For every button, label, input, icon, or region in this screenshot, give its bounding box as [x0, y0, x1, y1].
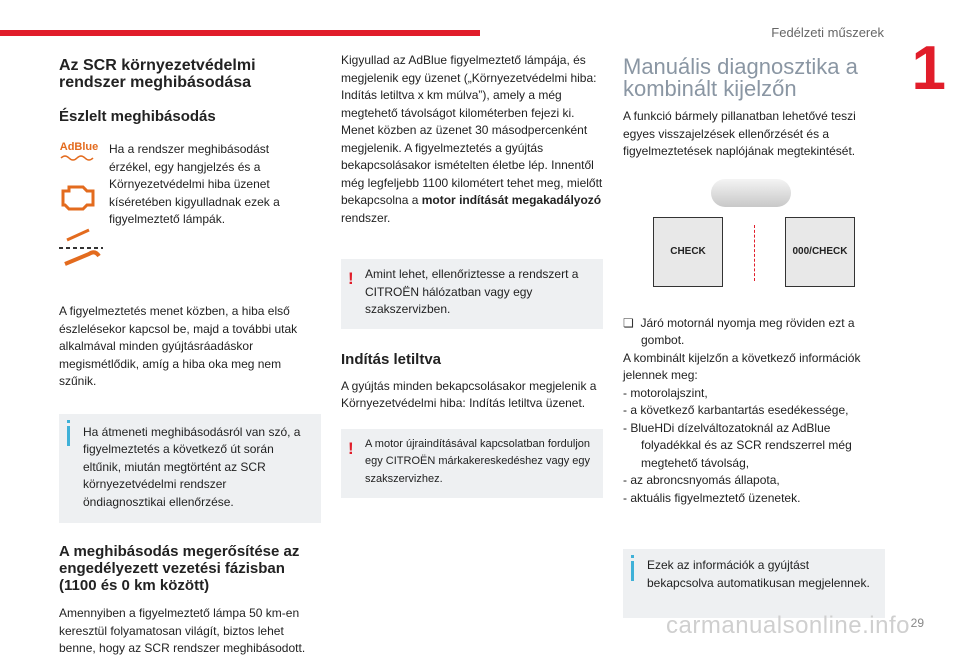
main-heading: Az SCR környezetvédelmi rendszer meghibásodása [59, 57, 256, 91]
info-icon [631, 561, 634, 581]
list-item: - az abroncsnyomás állapota, [623, 473, 780, 487]
chapter-number: 1 [911, 34, 946, 103]
adblue-icon [59, 141, 99, 167]
paragraph-diagnostics-intro: A funkció bármely pillanatban lehetővé teszi egyes visszajelzések ellenőrzését és a figyelmeztetések naplójának megtekintését. [623, 109, 856, 158]
check-display-right-text: 000/CHECK [792, 246, 848, 257]
diagnostics-title: Manuális diagnosztika a kombinált kijelzőn [623, 54, 858, 101]
adblue-label: AdBlue [59, 141, 99, 153]
list-item: - motorolajszint, [623, 385, 708, 400]
top-red-bar [0, 30, 480, 36]
paragraph-start-blocked: A gyújtás minden bekapcsolásakor megjelenik a Környezetvédelmi hiba: Indítás letiltva üzenet. [341, 378, 597, 410]
dashed-divider [754, 225, 755, 281]
info-list [623, 385, 885, 508]
paragraph-confirmation: Amennyiben a figyelmeztető lámpa 50 km-en keresztül folyamatosan világít, biztos lehet benne, hogy az SCR rendszer meghibásodott. [59, 606, 306, 655]
paragraph-displayed-info: A kombinált kijelzőn a következő információk jelennek meg: [623, 350, 861, 382]
page-number: 29 [910, 616, 924, 630]
adblue-lamp-text-c: rendszer. [341, 210, 391, 225]
adblue-lamp-text-a: Kigyullad az AdBlue figyelmeztető lámpája, és megjelenik egy üzenet („Környezetvédelmi hiba: Indítás letiltva x km múlva”), amely a még megtehető távolságot kilométerben fejezi ki. Menet közben az üzenet 30 másodpercenként megjelenik. A figyelmeztetés a gyújtás bekapcsolásakor ismételten életbe lép. Innentől még legfeljebb 1100 kilométert tehet meg, mielőtt bekapcsolna a [341, 53, 603, 207]
paragraph-warning-repeat: A figyelmeztetés menet közben, a hiba első észlelésekor kapcsol be, majd a további utak alkalmával minden gyújtásráadáskor megismétlődik, amíg a hiba oka meg nem szűnik. [59, 304, 298, 388]
watermark: carmanualsonline.info [666, 612, 910, 639]
warning-icon-stack [59, 141, 109, 273]
warning-network-text: Amint lehet, ellenőriztesse a rendszert a CITROËN hálózatban vagy egy szakszervizben. [365, 267, 579, 316]
info-transient-text: Ha átmeneti meghibásodásról van szó, a figyelmeztetés a következő út során eltűnik, miután megtörtént az SCR környezetvédelmi rendszer öndiagnosztikai ellenőrzése. [83, 424, 301, 509]
column-2 [341, 52, 603, 498]
paragraph-adblue-lamp [341, 52, 603, 227]
warning-box-network [341, 259, 603, 329]
engine-fault-icon [59, 181, 109, 216]
step-press-button [623, 315, 885, 350]
step-text: Járó motornál nyomja meg röviden ezt a gombot. [640, 315, 855, 347]
list-item: - aktuális figyelmeztető üzenetek. [623, 490, 801, 505]
dashboard-knob [711, 179, 791, 207]
info-icon [67, 426, 70, 446]
info-box-automatic [623, 549, 885, 618]
info-box-transient [59, 414, 321, 524]
instrument-illustration [623, 173, 885, 303]
subheading-confirmation: A meghibásodás megerősítése az engedélyezett vezetési fázisban (1100 és 0 km között) [59, 543, 300, 594]
check-display-left-text: CHECK [670, 246, 706, 257]
subheading-start-blocked: Indítás letiltva [341, 350, 442, 368]
column-3 [623, 56, 885, 618]
warning-box-restart [341, 429, 603, 499]
warning-lamps-text: Ha a rendszer meghibásodást érzékel, egy hangjelzés és a Környezetvédelmi hiba üzenet kíséretében kigyulladnak ezek a figyelmeztető lámpák. [109, 142, 280, 226]
check-display-right [785, 217, 855, 287]
list-item: - BlueHDi dízelváltozatoknál az AdBlue folyadékkal és az SCR rendszerrel még megtehető távolság, [623, 420, 852, 470]
warning-restart-text: A motor újraindításával kapcsolatban forduljon egy CITROËN márkakereskedéshez vagy egy szakszervizhez. [365, 437, 591, 485]
check-display-left [653, 217, 723, 287]
subheading-detected: Észlelt meghibásodás [59, 108, 216, 125]
section-title: Fedélzeti műszerek [771, 25, 884, 40]
info-automatic-text: Ezek az információk a gyújtást bekapcsolva automatikusan megjelennek. [647, 558, 870, 590]
step-bullet-icon: ❏ [623, 315, 641, 330]
warning-exclamation-icon: ! [348, 438, 354, 458]
warning-icons-row [59, 141, 321, 273]
adblue-lamp-text-bold: motor indítását megakadályozó [421, 193, 602, 207]
warning-exclamation-icon: ! [348, 269, 354, 288]
column-1 [59, 57, 321, 658]
list-item: - a következő karbantartás esedékessége, [623, 403, 849, 417]
service-wrench-icon [59, 228, 109, 273]
